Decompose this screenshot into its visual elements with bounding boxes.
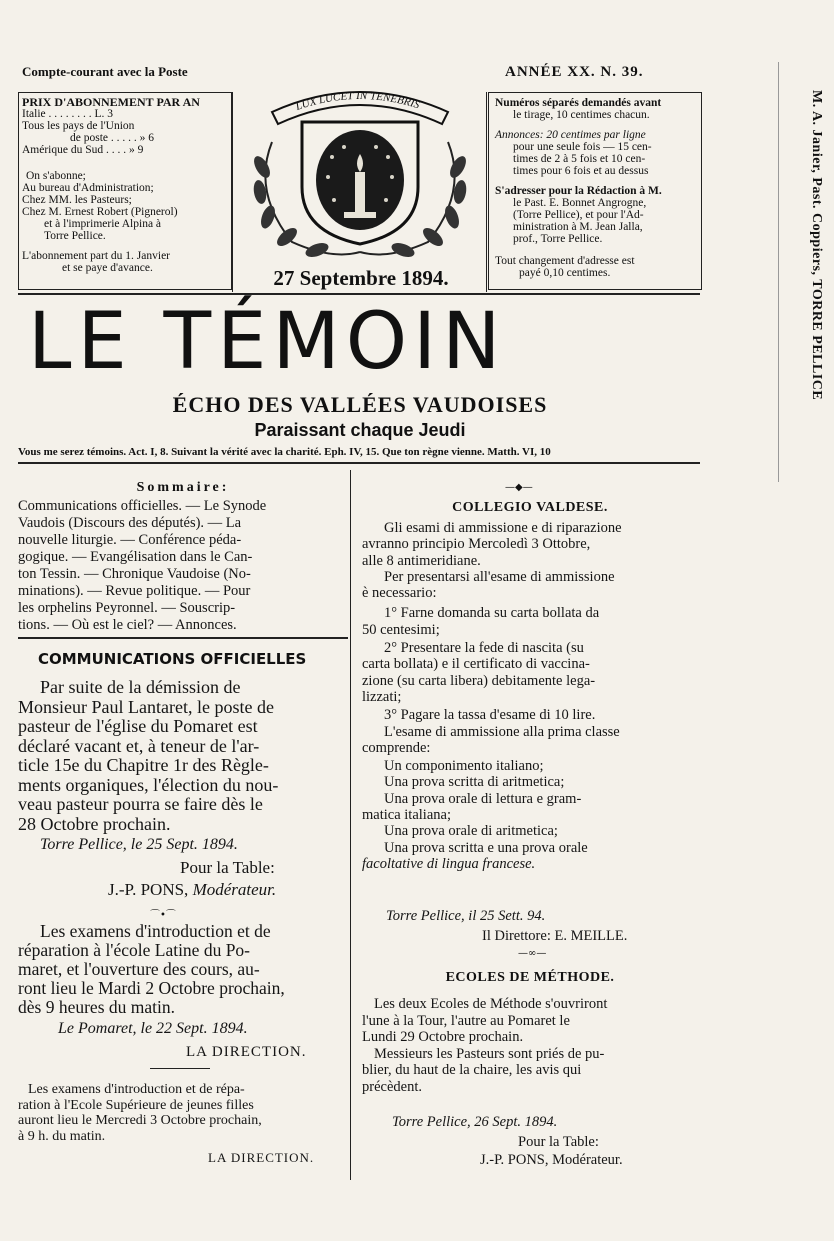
compte-courant-label: Compte-courant avec la Poste <box>22 64 188 79</box>
text-line: Au bureau d'Administration; <box>22 182 154 194</box>
sidebar-edge <box>778 62 779 482</box>
issue-number: ANNÉE XX. N. 39. <box>505 64 644 80</box>
header-rule <box>18 293 700 295</box>
notice-box <box>488 92 702 290</box>
collegio-place-date: Torre Pellice, il 25 Sett. 94. <box>386 908 546 924</box>
text-line: maret, et l'ouverture des cours, au- <box>18 959 260 979</box>
text-line: (Torre Pellice), et pour l'Ad- <box>513 209 644 221</box>
ecoles-heading: ECOLES DE MÉTHODE. <box>445 970 615 985</box>
subscription-box <box>18 92 232 290</box>
ecoles-moderator: J.-P. PONS, Modérateur. <box>480 1152 623 1168</box>
text-line: prof., Torre Pellice. <box>513 233 603 245</box>
text-line: avranno principio Mercoledì 3 Ottobre, <box>362 536 591 553</box>
communication-place-date: Torre Pellice, le 25 Sept. 1894. <box>40 836 238 853</box>
text-line: et à l'imprimerie Alpina à <box>44 218 162 230</box>
text-line: pour une seule fois — 15 cen- <box>513 141 652 153</box>
waldensian-emblem <box>232 72 488 264</box>
address-label: M. A. Janier, Past. Coppiers, TORRE PELLICE <box>809 90 824 401</box>
text-line: times de 2 à 5 fois et 10 cen- <box>513 153 646 165</box>
masthead-subtitle: ÉCHO DES VALLÉES VAUDOISES <box>172 392 548 417</box>
text-line: comprende: <box>362 739 431 756</box>
text-line: Annonces: 20 centimes par ligne <box>495 129 646 141</box>
emblem-motto: LUX LUCET IN TENEBRIS <box>294 89 422 113</box>
text-line: veau pasteur pourra se faire dès le <box>18 794 263 814</box>
text-line: times pour 6 fois et au dessus <box>513 165 649 177</box>
text-line: Monsieur Paul Lantaret, le poste de <box>18 696 274 717</box>
header-divider-right <box>486 92 487 292</box>
communication-latin-school <box>18 922 348 1017</box>
masthead-title: LE TÉMOIN <box>28 297 507 387</box>
text-line: è necessario: <box>362 585 437 602</box>
text-line: et se paye d'avance. <box>62 262 153 274</box>
text-line: 1° Farne domanda su carta bollata da <box>384 605 600 622</box>
masthead-mottos: Vous me serez témoins. Act. I, 8. Suivant la vérité avec la charité. Eph. IV, 15. Que ton règne vienne. Matth. VI, 10 <box>18 446 551 458</box>
text-line: ticle 15e du Chapitre 1r des Règle- <box>18 755 269 775</box>
text-line: ront lieu le Mardi 2 Octobre prochain, <box>18 978 285 998</box>
text-line: 28 Octobre prochain. <box>18 813 171 834</box>
text-line: Amérique du Sud . . . . » 9 <box>22 144 144 156</box>
sommaire-text <box>18 498 348 634</box>
ornament-mid-icon: —∞— <box>518 948 547 959</box>
text-line: Una prova scritta e una prova orale <box>384 839 588 856</box>
text-line: Una prova orale di lettura e gram- <box>384 790 582 807</box>
text-line: blier, du haut de la chaire, les avis qui <box>362 1062 582 1079</box>
sommaire-rule <box>18 637 348 639</box>
text-line: auront lieu le Mercredi 3 Octobre prochain, <box>18 1113 262 1128</box>
collegio-text <box>362 520 702 872</box>
text-line: tions. — Où est le ciel? — Annonces. <box>18 617 237 633</box>
text-line: Numéros séparés demandés avant <box>495 97 662 109</box>
text-line: Lundi 29 Octobre prochain. <box>362 1029 524 1046</box>
text-line: nouvelle liturgie. — Conférence péda- <box>18 532 242 548</box>
sommaire-heading: Sommaire: <box>136 480 230 495</box>
ecoles-text <box>362 996 702 1096</box>
masthead-frequency: Paraissant chaque Jeudi <box>254 420 466 440</box>
communications-heading: COMMUNICATIONS OFFICIELLES <box>38 650 307 668</box>
collegio-heading: COLLEGIO VALDESE. <box>452 500 608 515</box>
direction-signature: LA DIRECTION. <box>186 1044 307 1060</box>
text-line: Per presentarsi all'esame di ammissione <box>384 568 615 585</box>
text-line: 3° Pagare la tassa d'esame di 10 lire. <box>384 707 596 724</box>
text-line: réparation à l'école Latine du Po- <box>18 940 251 960</box>
text-line: alle 8 antimeridiane. <box>362 552 481 569</box>
text-line: Chez M. Ernest Robert (Pignerol) <box>22 206 178 218</box>
issue-date: 27 Septembre 1894. <box>273 266 449 290</box>
text-line: Messieurs les Pasteurs sont priés de pu- <box>374 1045 605 1062</box>
text-line: matica italiana; <box>362 807 451 824</box>
text-line: On s'abonne; <box>26 170 86 182</box>
moderator-title: Modérateur. <box>192 880 277 899</box>
short-rule <box>150 1068 210 1069</box>
text-line: pasteur de l'église du Pomaret est <box>18 716 258 736</box>
text-line: à 9 h. du matin. <box>18 1128 106 1144</box>
text-line: ministration à M. Jean Jalla, <box>513 221 643 233</box>
ecoles-table-label: Pour la Table: <box>518 1134 599 1150</box>
text-line: Tout changement d'adresse est <box>495 255 635 267</box>
text-line: Italie . . . . . . . . L. 3 <box>22 108 114 120</box>
text-line: minations). — Revue politique. — Pour <box>18 583 251 599</box>
ecoles-place-date: Torre Pellice, 26 Sept. 1894. <box>392 1114 558 1130</box>
signature-moderator <box>108 880 276 900</box>
text-line: Les examens d'introduction et de <box>40 921 271 941</box>
text-line: facoltative di lingua francese. <box>362 855 536 872</box>
communication-pomaret-vacancy <box>18 678 348 834</box>
header-divider-left <box>232 92 233 292</box>
text-line: Les examens d'introduction et de répa- <box>28 1082 245 1097</box>
direction-signature-2: LA DIRECTION. <box>208 1150 315 1165</box>
text-line: gogique. — Evangélisation dans le Can- <box>18 549 253 565</box>
text-line: Torre Pellice. <box>44 230 106 242</box>
text-line: 50 centesimi; <box>362 621 440 638</box>
ornament-top-icon: —◆— <box>505 482 533 493</box>
text-line: L'abonnement part du 1. Janvier <box>22 250 171 262</box>
text-line: Par suite de la démission de <box>40 677 241 697</box>
communication-pomaret-date: Le Pomaret, le 22 Sept. 1894. <box>58 1020 248 1037</box>
text-line: ration à l'Ecole Supérieure de jeunes filles <box>18 1097 254 1113</box>
text-line: Una prova scritta di aritmetica; <box>384 774 565 791</box>
text-line: Una prova orale di aritmetica; <box>384 823 558 840</box>
masthead-rule <box>18 462 700 464</box>
text-line: L'esame di ammissione alla prima classe <box>384 723 620 740</box>
text-line: lizzati; <box>362 688 402 705</box>
text-line: 2° Presentare la fede di nascita (su <box>384 640 584 657</box>
text-line: payé 0,10 centimes. <box>519 267 611 279</box>
text-line: Tous les pays de l'Union <box>22 120 135 132</box>
text-line: carta bollata) e il certificato di vaccina- <box>362 656 590 673</box>
signature-table-label: Pour la Table: <box>180 858 275 877</box>
candle-emblem-icon <box>232 72 488 264</box>
subscription-text <box>22 96 228 274</box>
text-line: dès 9 heures du matin. <box>18 997 175 1017</box>
communication-girls-school <box>18 1082 348 1144</box>
text-line: Un componimento italiano; <box>384 758 544 775</box>
text-line: précèdent. <box>362 1078 422 1095</box>
text-line: Gli esami di ammissione e di riparazione <box>384 520 622 536</box>
text-line: PRIX D'ABONNEMENT PAR AN <box>22 95 200 109</box>
notice-text <box>495 97 699 279</box>
text-line: le Past. E. Bonnet Angrogne, <box>513 197 647 209</box>
text-line: ton Tessin. — Chronique Vaudoise (No- <box>18 566 251 582</box>
text-line: l'une à la Tour, l'autre au Pomaret le <box>362 1012 570 1029</box>
text-line: zione (su carta libera) debitamente lega- <box>362 672 596 689</box>
text-line: le tirage, 10 centimes chacun. <box>513 109 650 121</box>
text-line: les orphelins Peyronnel. — Souscrip- <box>18 600 236 616</box>
text-line: Chez MM. les Pasteurs; <box>22 194 132 206</box>
text-line: Communications officielles. — Le Synode <box>18 498 267 514</box>
collegio-director: Il Direttore: E. MEILLE. <box>482 928 628 944</box>
moderator-name: J.-P. PONS, <box>108 880 189 899</box>
text-line: de poste . . . . . » 6 <box>70 132 155 144</box>
column-divider <box>350 470 351 1180</box>
text-line: déclaré vacant et, à teneur de l'ar- <box>18 735 260 756</box>
text-line: S'adresser pour la Rédaction à M. <box>495 185 662 197</box>
ornament-divider-icon: ⌒•⌒ <box>150 910 176 921</box>
text-line: ments organiques, l'élection du nou- <box>18 774 279 795</box>
text-line: Les deux Ecoles de Méthode s'ouvriront <box>374 996 608 1012</box>
text-line: Vaudois (Discours des députés). — La <box>18 515 242 531</box>
